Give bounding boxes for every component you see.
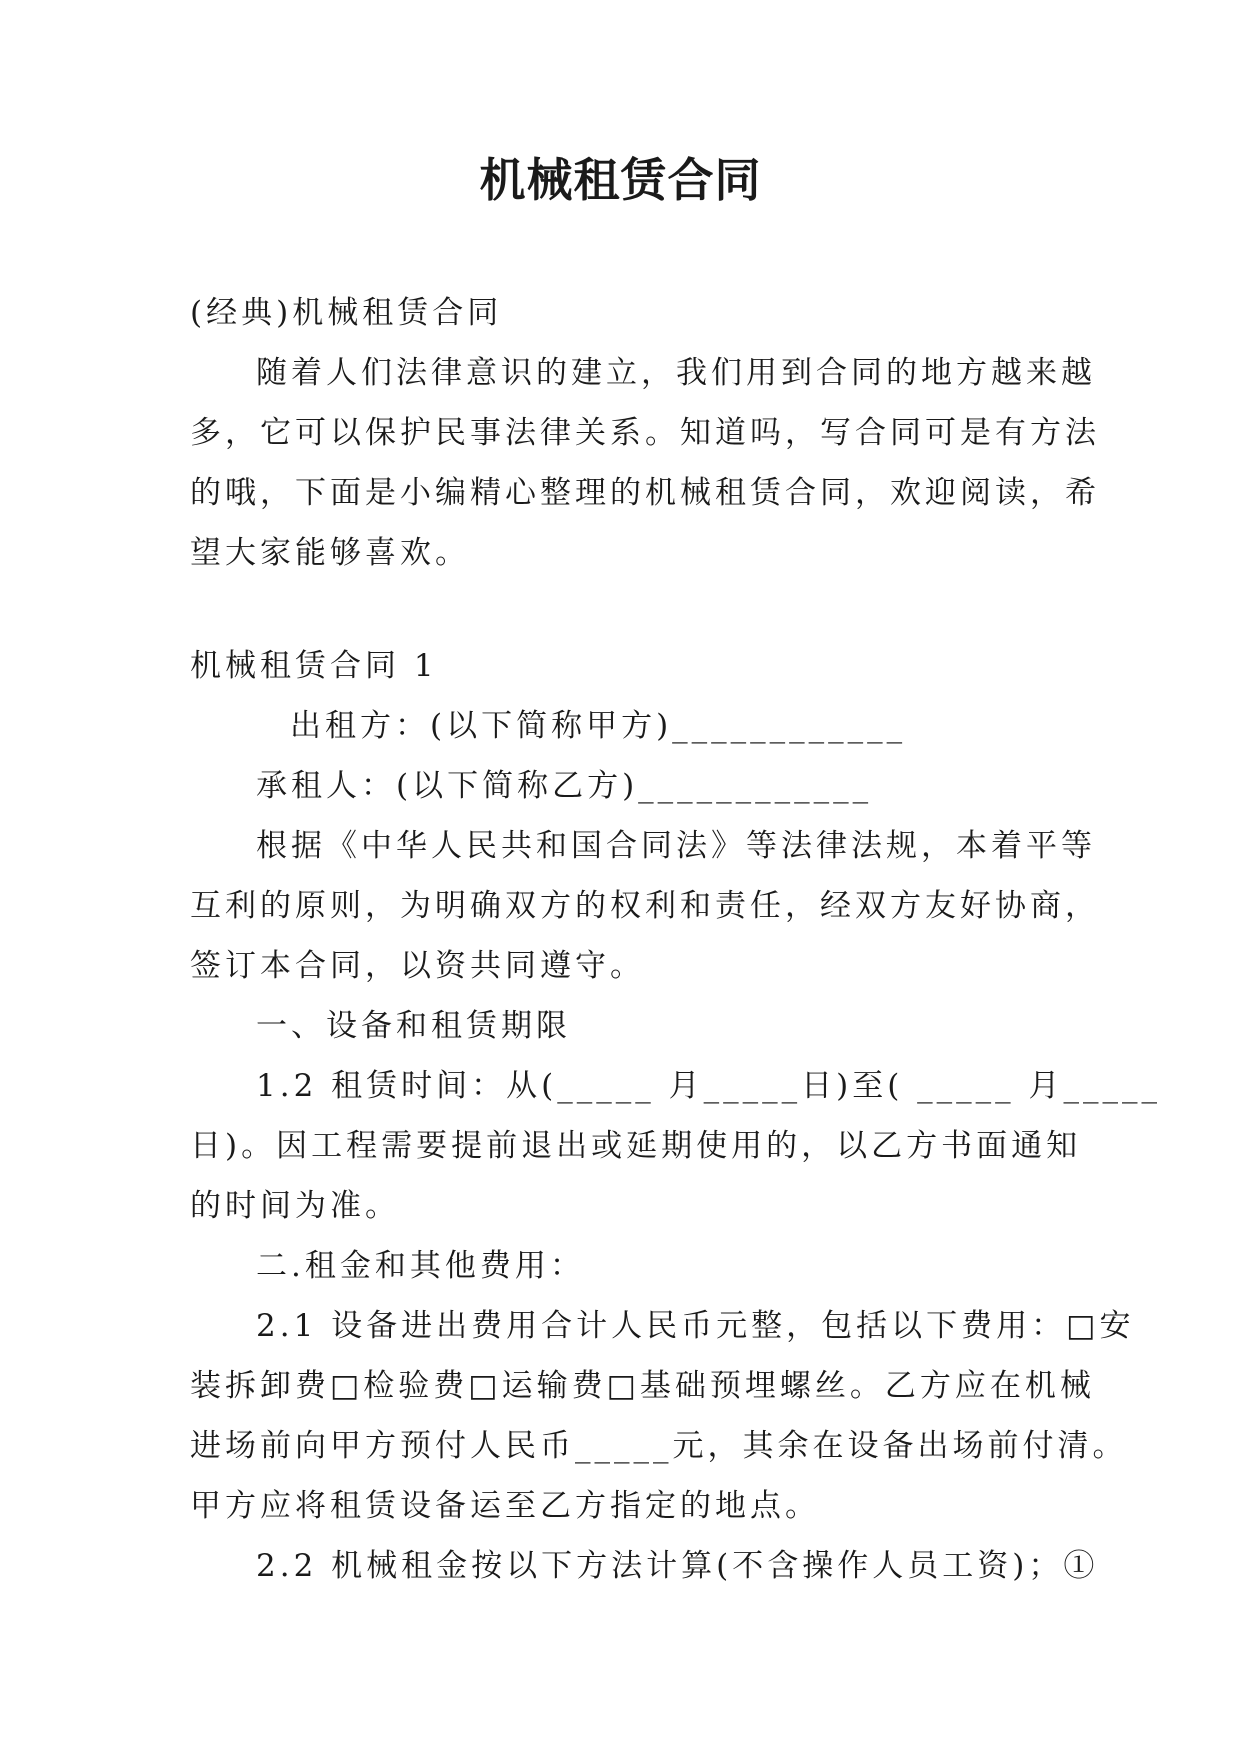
paragraph-line: 互利的原则，为明确双方的权利和责任，经双方友好协商， <box>190 888 1100 924</box>
paragraph-line: 的哦，下面是小编精心整理的机械租赁合同，欢迎阅读，希 <box>190 475 1100 511</box>
paragraph-line: 进场前向甲方预付人民币_____元，其余在设备出场前付清。 <box>190 1428 1128 1464</box>
paragraph-line: 的时间为准。 <box>190 1188 400 1224</box>
paragraph-line: 望大家能够喜欢。 <box>190 535 470 571</box>
document-title: 机械租赁合同 <box>479 153 762 207</box>
lessor-line: 出租方：(以下简称甲方)____________ <box>290 708 907 744</box>
section-heading: 机械租赁合同 1 <box>190 648 438 684</box>
lessee-line: 承租人：(以下简称乙方)____________ <box>256 768 873 804</box>
paragraph-line: 2.1 设备进出费用合计人民币元整，包括以下费用：□安 <box>256 1308 1135 1344</box>
paragraph-line: 随着人们法律意识的建立，我们用到合同的地方越来越 <box>256 355 1096 391</box>
subtitle-line: (经典)机械租赁合同 <box>190 295 503 331</box>
paragraph-line: 2.2 机械租金按以下方法计算(不含操作人员工资)；① <box>256 1548 1099 1584</box>
paragraph-line: 签订本合同，以资共同遵守。 <box>190 948 645 984</box>
paragraph-line: 装拆卸费□检验费□运输费□基础预埋螺丝。乙方应在机械 <box>190 1368 1095 1404</box>
paragraph-line: 日)。因工程需要提前退出或延期使用的，以乙方书面通知 <box>190 1128 1082 1164</box>
paragraph-line: 根据《中华人民共和国合同法》等法律法规，本着平等 <box>256 828 1096 864</box>
paragraph-line: 甲方应将租赁设备运至乙方指定的地点。 <box>190 1488 820 1524</box>
clause-heading: 二.租金和其他费用： <box>256 1248 585 1284</box>
paragraph-line: 1.2 租赁时间：从(_____ 月_____日)至( _____ 月_____ <box>256 1068 1161 1104</box>
paragraph-line: 多，它可以保护民事法律关系。知道吗，写合同可是有方法 <box>190 415 1100 451</box>
clause-heading: 一、设备和租赁期限 <box>256 1008 571 1044</box>
